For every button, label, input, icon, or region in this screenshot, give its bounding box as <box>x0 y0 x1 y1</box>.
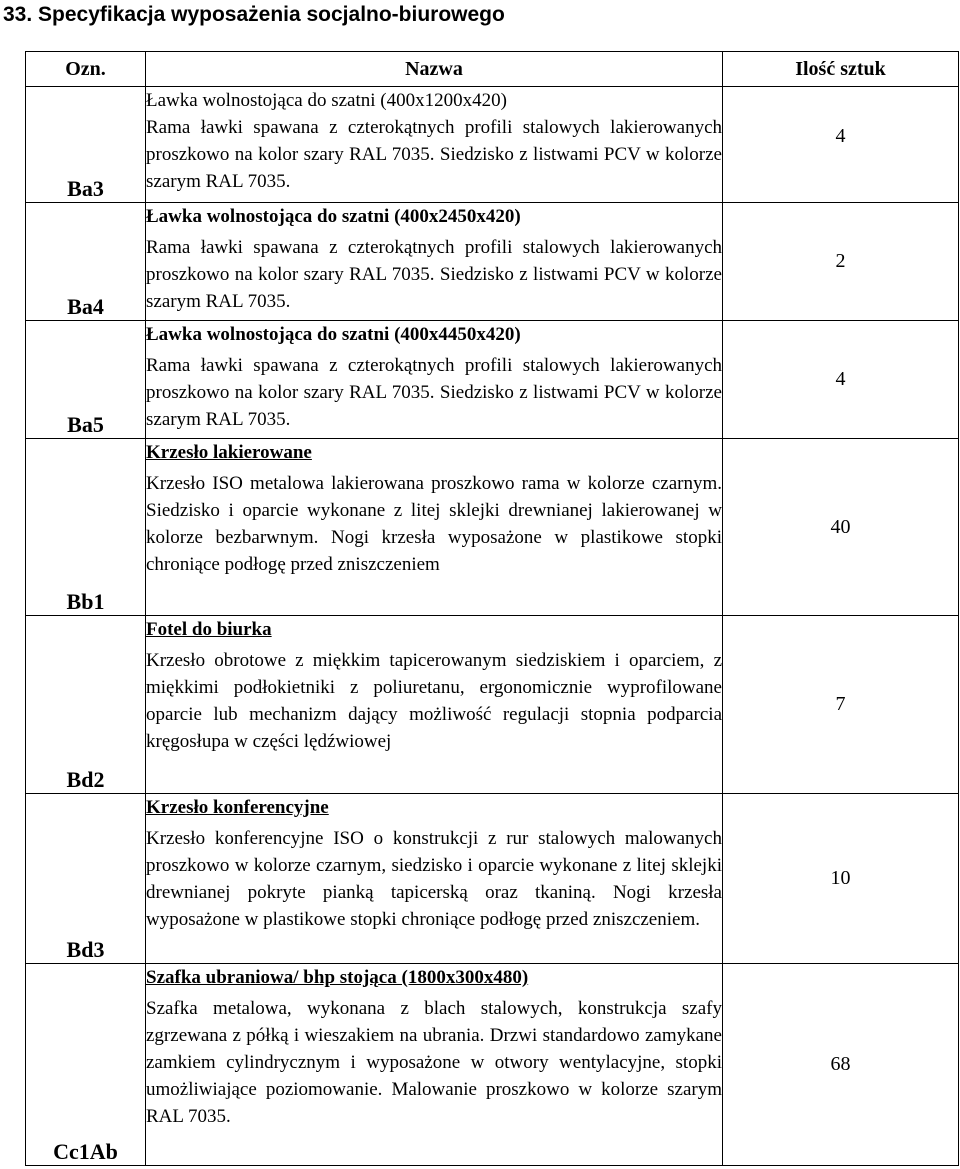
row-heading: Ławka wolnostojąca do szatni (400x2450x420) <box>146 206 521 227</box>
table-row <box>26 616 959 794</box>
table-row <box>26 964 959 1166</box>
row-description: Krzesło obrotowe z miękkim tapicerowanym siedziskiem i oparciem, z miękkimi podłokietniki z poliuretanu, ergonomicznie wyprofilowane oparcie lub mechanizm dający możliwość regulacji stopnia podparcia kręgosłupa w części lędźwiowej <box>146 650 722 752</box>
table-row <box>26 439 959 616</box>
row-qty: 40 <box>723 439 959 616</box>
row-code: Ba4 <box>26 203 146 321</box>
header-name: Nazwa <box>146 52 723 87</box>
header-qty: Ilość sztuk <box>723 52 959 87</box>
row-description: Szafka metalowa, wykonana z blach stalowych, konstrukcja szafy zgrzewana z półką i wieszakiem na ubrania. Drzwi standardowo zamykane zamkiem cylindrycznym i wyposażone w otwory wentylacyjne, stopki umożliwiające poziomowanie. Malowanie proszkowo w kolorze szarym RAL 7035. <box>146 998 722 1127</box>
row-name-cell <box>146 439 723 616</box>
page-title: 33. Specyfikacja wyposażenia socjalno-biurowego <box>3 3 505 26</box>
row-name-cell <box>146 616 723 794</box>
row-heading: Fotel do biurka <box>146 619 272 640</box>
row-description: Rama ławki spawana z czterokątnych profili stalowych lakierowanych proszkowo na kolor szary RAL 7035. Siedzisko z listwami PCV w kolorze szarym RAL 7035. <box>146 117 722 192</box>
row-code: Bd3 <box>26 794 146 964</box>
row-qty: 10 <box>723 794 959 964</box>
row-code: Ba5 <box>26 321 146 439</box>
row-heading: Krzesło lakierowane <box>146 442 312 463</box>
row-name-cell <box>146 87 723 203</box>
row-code: Ba3 <box>26 87 146 203</box>
table-row <box>26 87 959 203</box>
row-name-cell <box>146 964 723 1166</box>
equipment-spec-table <box>25 51 959 1166</box>
row-name-cell <box>146 794 723 964</box>
row-heading: Ławka wolnostojąca do szatni (400x4450x420) <box>146 324 521 345</box>
row-name-cell <box>146 203 723 321</box>
row-name-cell <box>146 321 723 439</box>
row-heading: Ławka wolnostojąca do szatni (400x1200x420) <box>146 90 507 111</box>
row-qty: 7 <box>723 616 959 794</box>
row-description: Rama ławki spawana z czterokątnych profili stalowych lakierowanych proszkowo na kolor szary RAL 7035. Siedzisko z listwami PCV w kolorze szarym RAL 7035. <box>146 237 722 312</box>
row-description: Rama ławki spawana z czterokątnych profili stalowych lakierowanych proszkowo na kolor szary RAL 7035. Siedzisko z listwami PCV w kolorze szarym RAL 7035. <box>146 355 722 430</box>
table-header-row <box>26 52 959 87</box>
row-code: Bd2 <box>26 616 146 794</box>
row-heading: Krzesło konferencyjne <box>146 797 329 818</box>
row-qty: 68 <box>723 964 959 1166</box>
header-code: Ozn. <box>26 52 146 87</box>
row-qty: 4 <box>723 321 959 439</box>
row-description: Krzesło ISO metalowa lakierowana proszkowo rama w kolorze czarnym. Siedzisko i oparcie wykonane z litej sklejki drewnianej lakierowanej w kolorze bezbarwnym. Nogi krzesła wyposażone w plastikowe stopki chroniące podłogę przed zniszczeniem <box>146 473 722 575</box>
table-row <box>26 794 959 964</box>
row-heading: Szafka ubraniowa/ bhp stojąca (1800x300x480) <box>146 967 529 988</box>
row-qty: 4 <box>723 87 959 203</box>
row-code: Bb1 <box>26 439 146 616</box>
row-code: Cc1Ab <box>26 964 146 1166</box>
row-qty: 2 <box>723 203 959 321</box>
row-description: Krzesło konferencyjne ISO o konstrukcji z rur stalowych malowanych proszkowo w kolorze czarnym, siedzisko i oparcie wykonane z litej sklejki drewnianej pokryte pianką tapicerską oraz tkaniną. Nogi krzesła wyposażone w plastikowe stopki chroniące podłogę przed zniszczeniem. <box>146 828 722 930</box>
table-row <box>26 203 959 321</box>
table-row <box>26 321 959 439</box>
